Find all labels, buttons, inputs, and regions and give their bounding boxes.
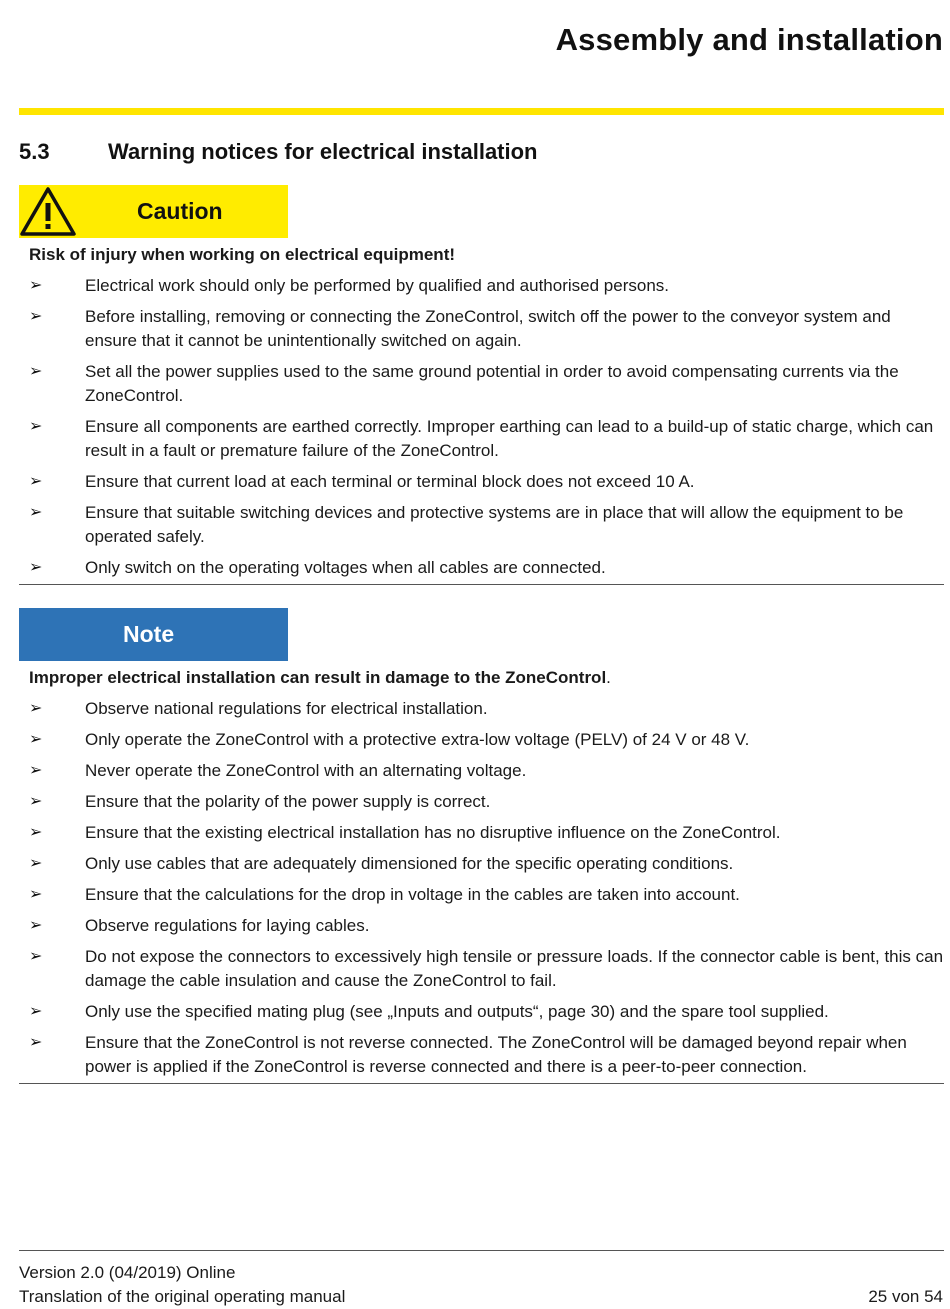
caution-banner — [19, 185, 288, 238]
arrow-bullet-icon: ➢ — [29, 363, 43, 380]
note-lead: Improper electrical installation can result in damage to the ZoneControl. — [29, 668, 611, 687]
list-item: ➢ Ensure that current load at each terminal or terminal block does not exceed 10 A. — [19, 470, 944, 494]
list-item: ➢ Never operate the ZoneControl with an alternating voltage. — [19, 759, 944, 783]
caution-list — [19, 274, 944, 580]
list-item: ➢ Only operate the ZoneControl with a protective extra-low voltage (PELV) of 24 V or 48 V. — [19, 728, 944, 752]
arrow-bullet-icon: ➢ — [29, 855, 43, 872]
list-item: ➢ Ensure that the existing electrical installation has no disruptive influence on the ZoneControl. — [19, 821, 944, 845]
arrow-bullet-icon: ➢ — [29, 948, 43, 965]
arrow-bullet-icon: ➢ — [29, 1003, 43, 1020]
list-item: ➢ Observe national regulations for electrical installation. — [19, 697, 944, 721]
arrow-bullet-icon: ➢ — [29, 731, 43, 748]
list-item: ➢ Only use cables that are adequately dimensioned for the specific operating conditions. — [19, 852, 944, 876]
note-divider — [19, 1083, 944, 1084]
footer-subtitle: Translation of the original operating manual — [19, 1287, 346, 1306]
arrow-bullet-icon: ➢ — [29, 1034, 43, 1051]
caution-lead: Risk of injury when working on electrical equipment! — [29, 245, 456, 264]
footer-info — [19, 1261, 345, 1309]
caution-block — [19, 243, 944, 585]
arrow-bullet-icon: ➢ — [29, 917, 43, 934]
section-title: Warning notices for electrical installation — [108, 139, 538, 164]
list-item: ➢ Only use the specified mating plug (see „Inputs and outputs“, page 30) and the spare tool supplied. — [19, 1000, 944, 1024]
header-rule — [19, 108, 944, 115]
note-list — [19, 697, 944, 1079]
arrow-bullet-icon: ➢ — [29, 277, 43, 294]
list-item: ➢ Electrical work should only be performed by qualified and authorised persons. — [19, 274, 944, 298]
list-item: ➢ Ensure that the polarity of the power supply is correct. — [19, 790, 944, 814]
arrow-bullet-icon: ➢ — [29, 824, 43, 841]
footer-version: Version 2.0 (04/2019) Online — [19, 1263, 236, 1282]
arrow-bullet-icon: ➢ — [29, 886, 43, 903]
arrow-bullet-icon: ➢ — [29, 762, 43, 779]
page-number: 25 von 54 — [868, 1287, 943, 1306]
arrow-bullet-icon: ➢ — [29, 559, 43, 576]
section-number: 5.3 — [19, 139, 50, 164]
list-item: ➢ Before installing, removing or connecting the ZoneControl, switch off the power to the conveyor system and ensure that it cannot be unintentionally switched on again. — [29, 307, 891, 350]
footer-divider — [19, 1250, 944, 1251]
list-item: ➢ Set all the power supplies used to the same ground potential in order to avoid compensating currents via the ZoneControl. — [29, 362, 899, 405]
arrow-bullet-icon: ➢ — [29, 793, 43, 810]
list-item: ➢ Do not expose the connectors to excessively high tensile or pressure loads. If the connector cable is bent, this can damage the cable insulation and cause the ZoneControl to fail. — [29, 947, 944, 990]
arrow-bullet-icon: ➢ — [29, 700, 43, 717]
arrow-bullet-icon: ➢ — [29, 504, 43, 521]
section-heading — [19, 139, 538, 165]
warning-triangle-icon — [19, 185, 77, 237]
arrow-bullet-icon: ➢ — [29, 308, 43, 325]
list-item: ➢ Ensure all components are earthed correctly. Improper earthing can lead to a build-up of static charge, which can result in a fault or premature failure of the ZoneControl. — [29, 417, 934, 460]
note-banner — [19, 608, 288, 661]
list-item: ➢ Ensure that the ZoneControl is not reverse connected. The ZoneControl will be damaged beyond repair when power is applied if the ZoneControl is reverse connected and there is a peer-to-peer connection. — [29, 1033, 907, 1076]
list-item: ➢ Ensure that suitable switching devices and protective systems are in place that will allow the equipment to be operated safely. — [29, 503, 904, 546]
chapter-title: Assembly and installation — [555, 22, 943, 57]
arrow-bullet-icon: ➢ — [29, 473, 43, 490]
list-item: ➢ Only switch on the operating voltages when all cables are connected. — [19, 556, 944, 580]
arrow-bullet-icon: ➢ — [29, 418, 43, 435]
note-block — [19, 666, 944, 1084]
list-item: ➢ Ensure that the calculations for the drop in voltage in the cables are taken into account. — [19, 883, 944, 907]
caution-label: Caution — [137, 198, 223, 224]
caution-divider — [19, 584, 944, 585]
list-item: ➢ Observe regulations for laying cables. — [19, 914, 944, 938]
note-label: Note — [123, 621, 175, 647]
